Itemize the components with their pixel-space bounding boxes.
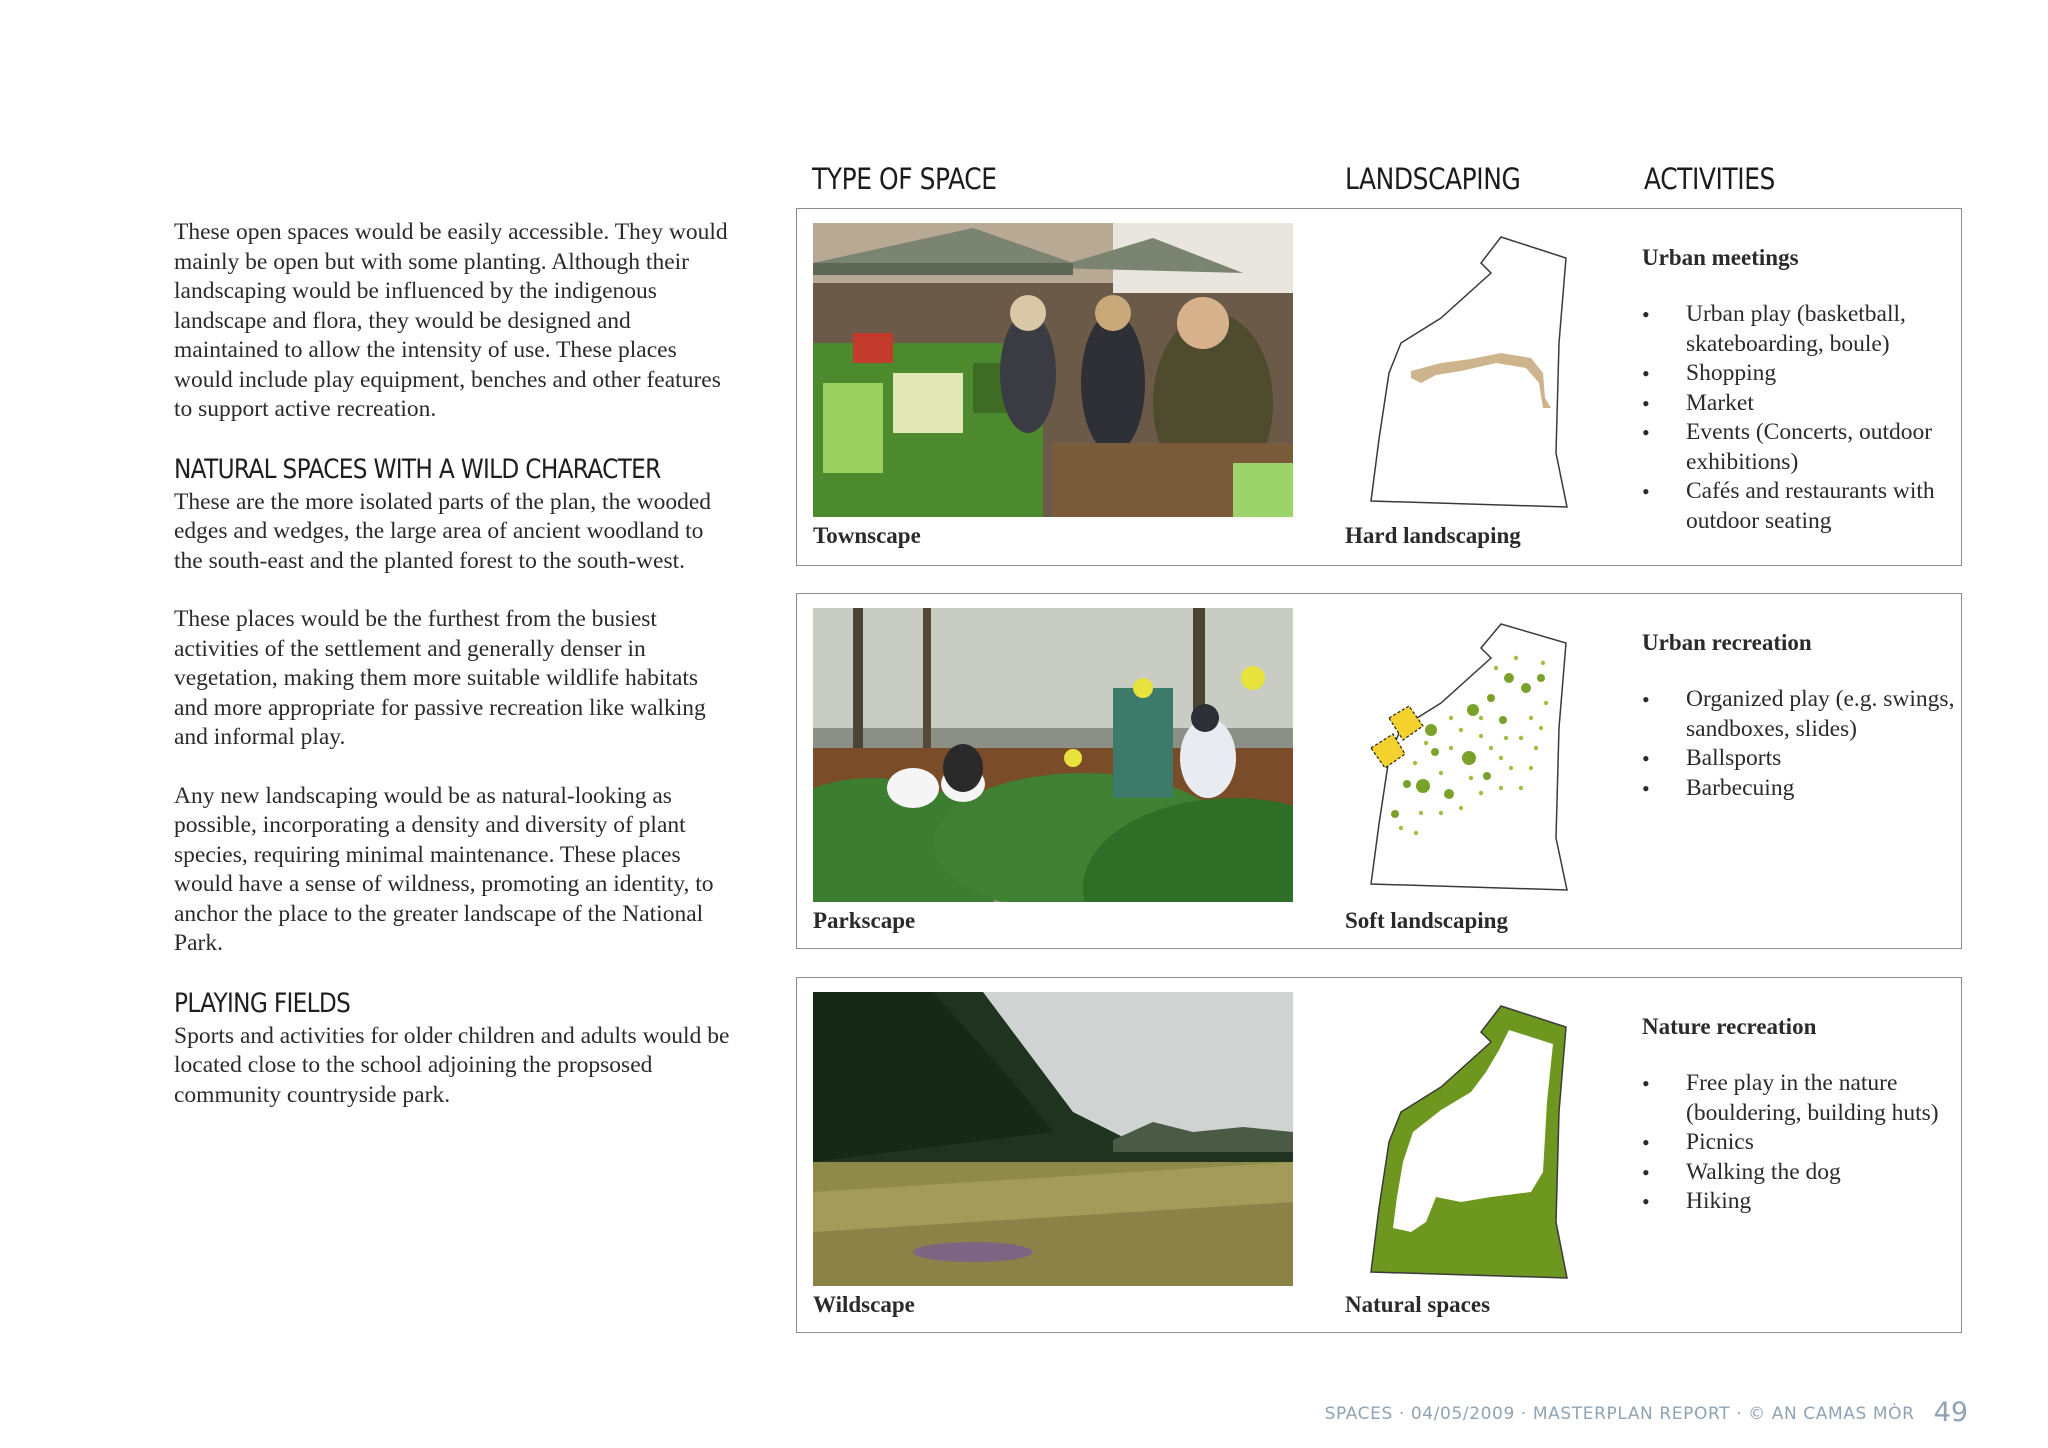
activities-urban-meetings [1642, 245, 1962, 536]
wild-paragraph-1: These are the more isolated parts of the plan, the wooded edges and wedges, the large area of ancient woodland to the south-east and the planted forest to the south-west. [174, 488, 712, 574]
activity-item: • Events (Concerts, outdoor exhibitions) [1642, 418, 1962, 477]
caption-parkscape: Parkscape [813, 908, 916, 933]
activity-title: Urban meetings [1642, 245, 1799, 270]
row-townscape [796, 208, 1962, 566]
activity-item: • Walking the dog [1642, 1158, 1962, 1188]
hard-landscaping-plan [1331, 223, 1591, 519]
playing-fields-heading: PLAYING FIELDS [174, 987, 351, 1019]
caption-hard-landscaping: Hard landscaping [1345, 523, 1521, 548]
natural-spaces-plan [1331, 992, 1591, 1288]
activity-item: • Free play in the nature (bouldering, building huts) [1642, 1069, 1962, 1128]
wild-character-heading: NATURAL SPACES WITH A WILD CHARACTER [174, 453, 661, 485]
activity-item: • Shopping [1642, 359, 1962, 389]
townscape-photo [813, 223, 1293, 517]
caption-wildscape: Wildscape [813, 1292, 915, 1317]
page-number: 49 [1933, 1397, 1968, 1428]
playing-fields-paragraph: Sports and activities for older children and adults would be located close to the school adjoining the propsosed community countryside park. [174, 1022, 730, 1108]
activity-item: • Urban play (basketball, skateboarding, boule) [1642, 300, 1962, 359]
activity-item: • Cafés and restaurants with outdoor seating [1642, 477, 1962, 536]
caption-natural-spaces: Natural spaces [1345, 1292, 1491, 1317]
activity-item: • Hiking [1642, 1187, 1962, 1217]
wild-paragraph-2: These places would be the furthest from the busiest activities of the settlement and generally denser in vegetation, making them more suitable wildlife habitats and more appropriate for passive recreation like walking and informal play. [174, 606, 706, 750]
parkscape-photo [813, 608, 1293, 902]
activity-item: • Organized play (e.g. swings, sandboxes, slides) [1642, 685, 1962, 744]
left-column [174, 218, 734, 1139]
caption-townscape: Townscape [813, 523, 921, 548]
page-footer [1325, 1397, 1968, 1428]
row-wildscape [796, 977, 1962, 1333]
activity-title: Nature recreation [1642, 1014, 1817, 1039]
wildscape-photo [813, 992, 1293, 1286]
activities-nature-recreation [1642, 1014, 1962, 1217]
activity-item: • Market [1642, 389, 1962, 419]
header-landscaping: LANDSCAPING [1345, 162, 1521, 196]
header-type-of-space: TYPE OF SPACE [812, 162, 997, 196]
intro-paragraph: These open spaces would be easily accessible. They would mainly be open but with some planting. Although their landscaping would be influenced by the indigenous landscape and flora, they would be designed and maintained to allow the intensity of use. These places would include play equipment, benches and other features to support active recreation. [174, 219, 728, 422]
activity-item: • Picnics [1642, 1128, 1962, 1158]
wild-paragraph-3: Any new landscaping would be as natural-looking as possible, incorporating a density and diversity of plant species, requiring minimal maintenance. These places would have a sense of wildness, promoting an identity, to anchor the place to the greater landscape of the National Park. [174, 782, 714, 956]
caption-soft-landscaping: Soft landscaping [1345, 908, 1508, 933]
row-parkscape [796, 593, 1962, 949]
activities-urban-recreation [1642, 630, 1962, 803]
header-activities: ACTIVITIES [1644, 162, 1775, 196]
activity-item: • Ballsports [1642, 744, 1962, 774]
soft-landscaping-plan [1331, 608, 1591, 904]
footer-text: SPACES · 04/05/2009 · MASTERPLAN REPORT · © AN CAMAS MÒR [1324, 1404, 1915, 1424]
activity-title: Urban recreation [1642, 630, 1812, 655]
activity-item: • Barbecuing [1642, 774, 1962, 804]
